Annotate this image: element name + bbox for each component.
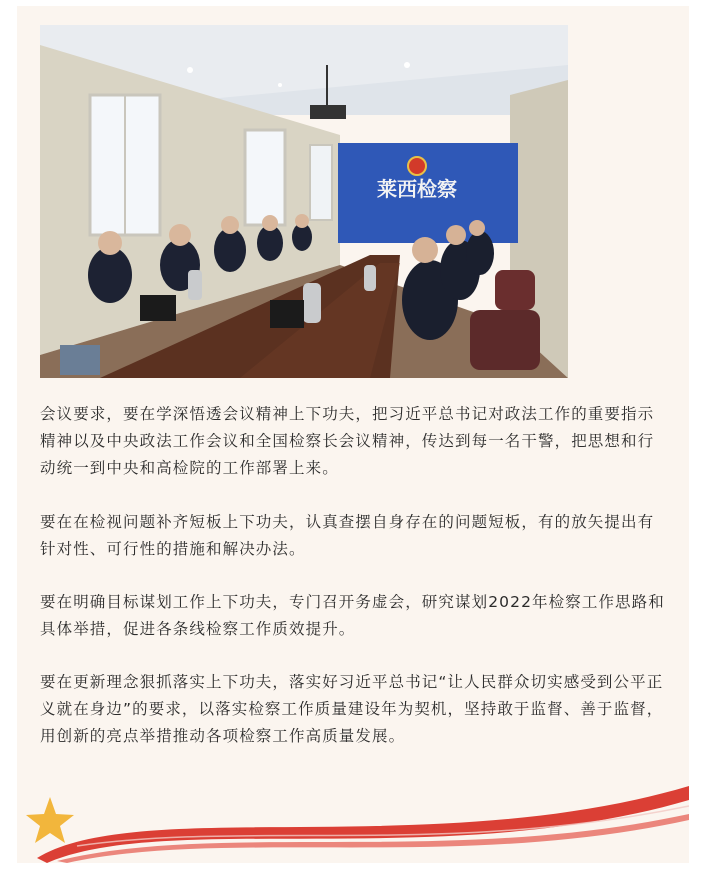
gold-star-icon (26, 797, 74, 843)
red-ribbon-decoration (17, 766, 689, 863)
meeting-photo (40, 25, 568, 378)
article-card (17, 6, 689, 863)
paragraph-meeting-requirements: 会议要求，要在学深悟透会议精神上下功夫，把习近平总书记对政法工作的重要指示精神以及中央政法工作会议和全国检察长会议精神，传达到每一名干警，把思想和行动统一到中央和高检院的工作部署上来。 (40, 405, 655, 477)
national-emblem-icon (408, 157, 426, 175)
paragraph-goal-planning: 要在明确目标谋划工作上下功夫，专门召开务虚会，研究谋划2022年检察工作思路和具体举措，促进各条线检察工作质效提升。 (40, 593, 665, 638)
wall-sign: 莱西检察 (377, 177, 457, 201)
paragraph-problem-review: 要在在检视问题补齐短板上下功夫，认真查摆自身存在的问题短板，有的放矢提出有针对性、可行性的措施和解决办法。 (40, 513, 655, 558)
paragraph-implementation: 要在更新理念狠抓落实上下功夫，落实好习近平总书记“让人民群众切实感受到公平正义就在身边”的要求，以落实检察工作质量建设年为契机，坚持敢于监督、善于监督，用创新的亮点举措推动各项检察工作高质量发展。 (40, 673, 664, 745)
